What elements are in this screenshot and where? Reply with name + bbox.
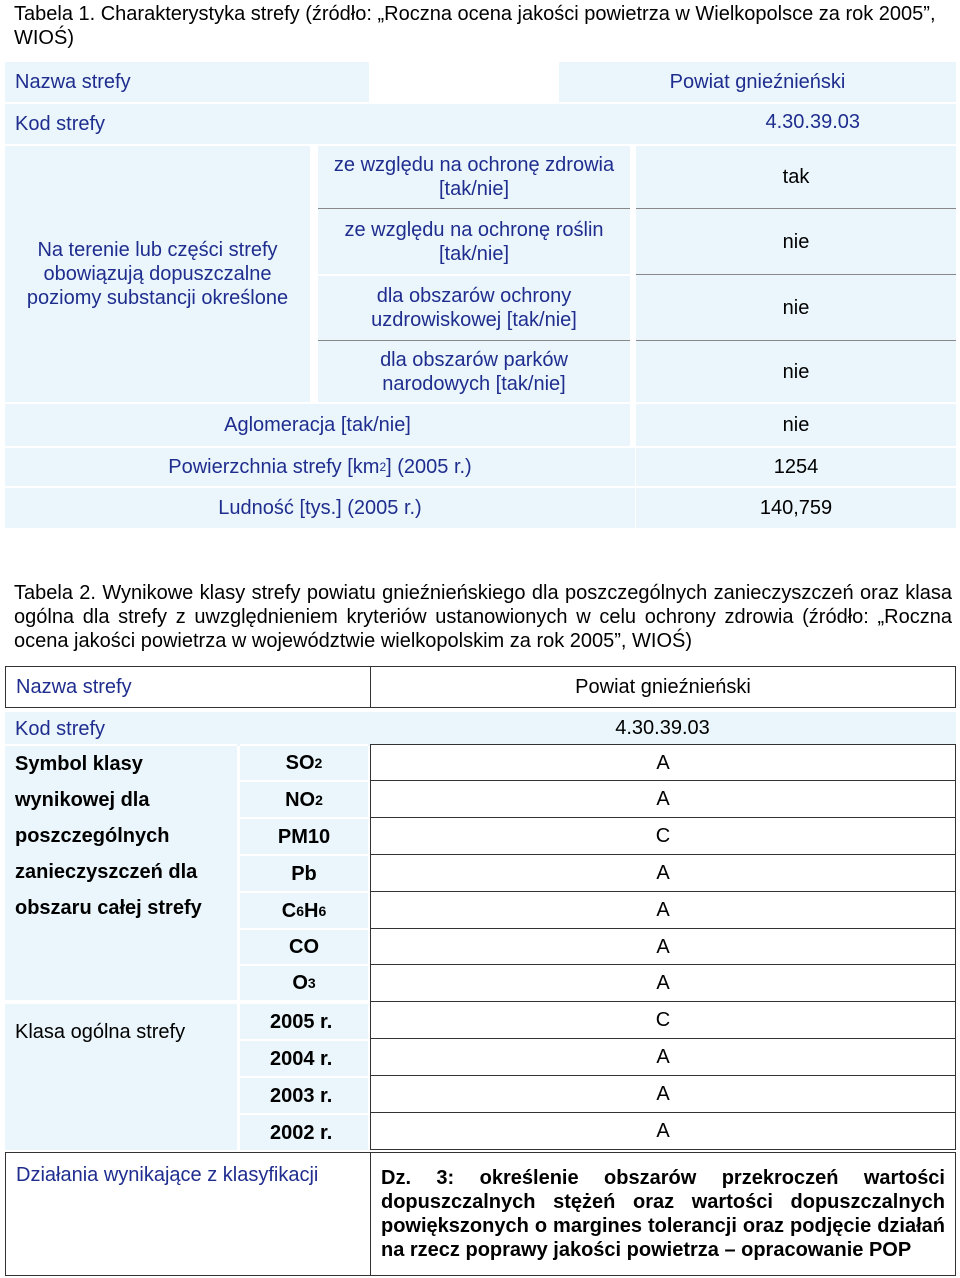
t1-row-parki-label: dla obszarów parków narodowych [tak/nie] xyxy=(318,340,630,402)
t2-symbol-line-1: wynikowej dla xyxy=(15,789,150,811)
t2-klasa-label: Klasa ogólna strefy xyxy=(5,1002,237,1150)
t2-value-2005: C xyxy=(370,1001,956,1038)
t2-symbol-line-4: obszaru całej strefy xyxy=(15,897,202,919)
t1-nazwa-label: Nazwa strefy xyxy=(5,60,370,102)
t2-value-c6h6: A xyxy=(370,891,956,928)
t1-row-zdrowie-label: ze względu na ochronę zdrowia [tak/nie] xyxy=(318,144,630,208)
t2-pollutant-pb: Pb xyxy=(240,854,368,891)
t1-row-parki-value: nie xyxy=(636,340,956,402)
t2-symbol-label xyxy=(5,744,237,1000)
t1-aglomeracja-value: nie xyxy=(636,402,956,446)
t1-kod-value: 4.30.39.03 xyxy=(765,111,860,133)
t2-value-no2: A xyxy=(370,780,956,817)
t2-value-so2: A xyxy=(370,744,956,781)
t2-kod-value: 4.30.39.03 xyxy=(615,717,710,739)
t1-aglomeracja-label: Aglomeracja [tak/nie] xyxy=(5,402,630,446)
t1-powierzchnia-value: 1254 xyxy=(636,446,956,486)
t2-value-pm10: C xyxy=(370,817,956,854)
t2-dzialania-value: Dz. 3: określenie obszarów przekroczeń wartości dopuszczalnych stężeń oraz wartości dopuszczalnych powiększonych o margines tolerancji oraz podjęcie działań na rzecz poprawy jakości powietrza – opracowanie POP xyxy=(370,1152,956,1276)
t2-kod-label: Kod strefy xyxy=(5,710,956,746)
t2-year-2004: 2004 r. xyxy=(240,1039,368,1076)
t1-row-uzdrowisko-value: nie xyxy=(636,274,956,340)
t1-divider-2 xyxy=(310,144,318,402)
t2-value-co: A xyxy=(370,928,956,965)
t2-pollutant-o3: O 3 xyxy=(240,964,368,1000)
t1-ludnosc-value: 140,759 xyxy=(636,486,956,528)
t1-substancje-label: Na terenie lub części strefy obowiązują dopuszczalne poziomy substancji określone xyxy=(5,144,310,402)
t2-value-2002: A xyxy=(370,1112,956,1150)
t1-powierzchnia-label-b: ] (2005 r.) xyxy=(386,456,472,478)
t2-pollutant-no2: NO 2 xyxy=(240,780,368,817)
t1-nazwa-spacer xyxy=(369,60,559,102)
t1-row-rosliny-value: nie xyxy=(636,208,956,274)
t2-value-o3: A xyxy=(370,964,956,1001)
t2-year-2003: 2003 r. xyxy=(240,1076,368,1113)
t2-pollutant-c6h6: C 6 H 6 xyxy=(240,891,368,928)
table2-caption: Tabela 2. Wynikowe klasy strefy powiatu gnieźnieńskiego dla poszczególnych zanieczyszczeń oraz klasa ogólna dla strefy z uwzględnieniem kryteriów ustanowionych w celu ochrony zdrowia (źródło: „Roczna ocena jakości powietrza w województwie wielkopolskim za rok 2005”, WIOŚ) xyxy=(14,582,952,652)
t2-symbol-line-0: Symbol klasy xyxy=(15,753,143,775)
t1-row-zdrowie-value: tak xyxy=(636,144,956,208)
t2-pollutant-so2: SO 2 xyxy=(240,744,368,780)
t1-divider xyxy=(630,144,636,446)
t1-row-rosliny-label: ze względu na ochronę roślin [tak/nie] xyxy=(318,208,630,274)
t1-ludnosc-label: Ludność [tys.] (2005 r.) xyxy=(5,486,635,528)
t2-pollutant-pm10: PM10 xyxy=(240,817,368,854)
t2-value-pb: A xyxy=(370,854,956,891)
t2-dzialania-label: Działania wynikające z klasyfikacji xyxy=(5,1152,371,1276)
t2-year-2005: 2005 r. xyxy=(240,1002,368,1039)
t1-nazwa-value: Powiat gnieźnieński xyxy=(559,60,956,102)
t1-row-uzdrowisko-label: dla obszarów ochrony uzdrowiskowej [tak/nie] xyxy=(318,274,630,340)
t2-year-2002: 2002 r. xyxy=(240,1113,368,1150)
t2-nazwa-value: Powiat gnieźnieński xyxy=(370,666,956,708)
t1-powierzchnia-label-a: Powierzchnia strefy [km xyxy=(168,456,380,478)
t2-symbol-line-2: poszczególnych xyxy=(15,825,170,847)
t2-value-2003: A xyxy=(370,1075,956,1112)
table1-caption: Tabela 1. Charakterystyka strefy (źródło: „Roczna ocena jakości powietrza w Wielkopolsce za rok 2005”, WIOŚ) xyxy=(14,3,936,49)
t2-nazwa-label: Nazwa strefy xyxy=(5,666,371,708)
t2-symbol-line-3: zanieczyszczeń dla xyxy=(15,861,198,883)
t2-pollutant-co: CO xyxy=(240,928,368,964)
t1-kod-label: Kod strefy xyxy=(5,102,956,144)
t2-value-2004: A xyxy=(370,1038,956,1075)
t1-powierzchnia-label: Powierzchnia strefy [km 2 ] (2005 r.) xyxy=(5,446,635,486)
